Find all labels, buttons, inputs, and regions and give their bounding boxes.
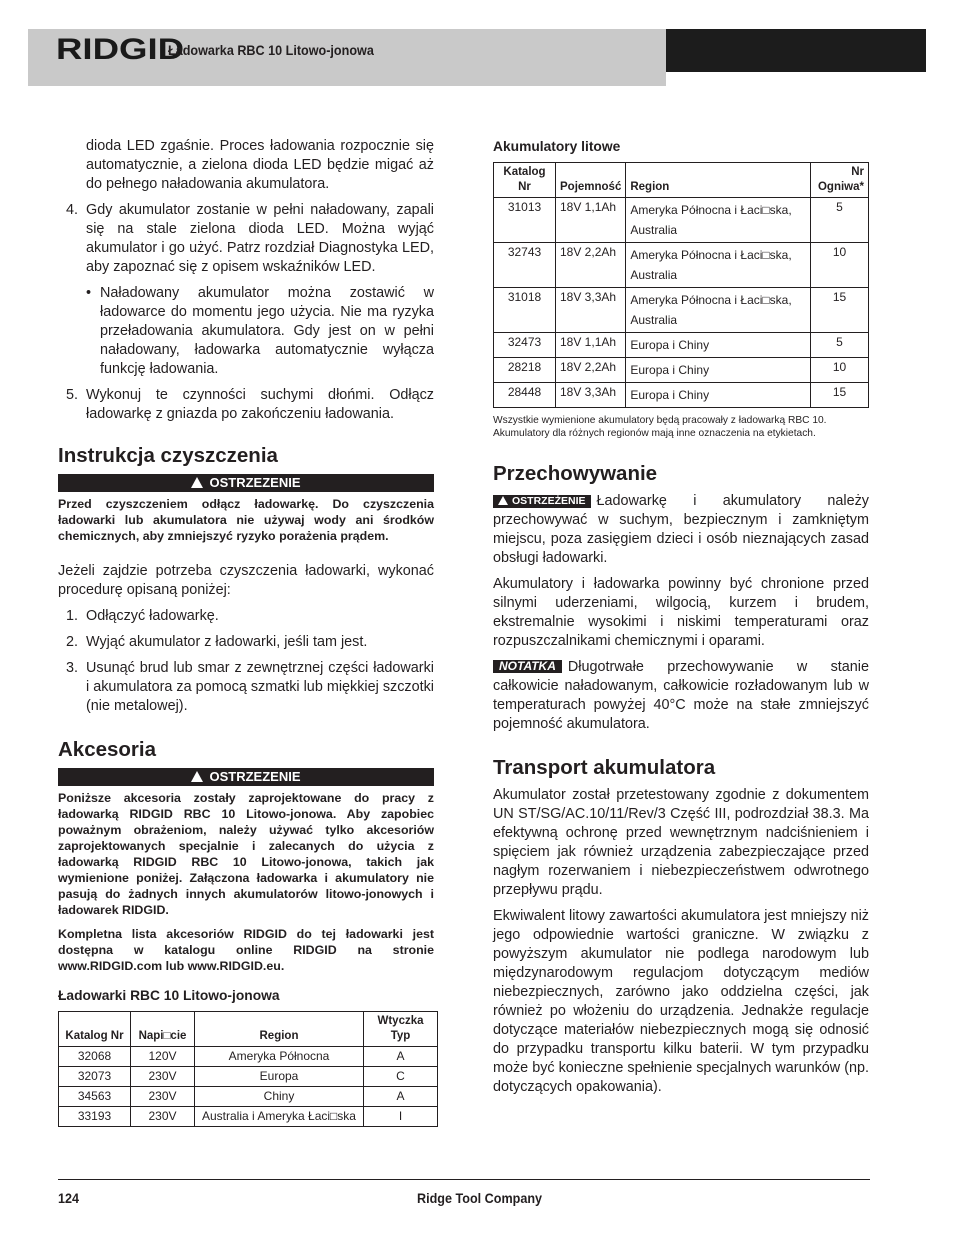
- transport-paragraph-1: Akumulator został przetestowany zgodnie z dokumentem UN ST/SG/AC.10/11/Rev/3 Część III, podrozdział 38.3. Ma efektywną ochronę przed wewnętrznym nadciśnieniem i spięciem jak również urządzenia zabezpieczające przed nagłym rozerwaniem i niebezpieczeństwem odwrotnego przepływu prądu.: [493, 787, 869, 898]
- plug-cell: A: [364, 1047, 438, 1067]
- left-column: [58, 137, 434, 1127]
- col-cells: Nr Ogniwa*: [811, 163, 869, 198]
- cleaning-step-2: [58, 633, 434, 652]
- header-dark-block: [666, 29, 926, 72]
- cleaning-warning-bar: [58, 474, 434, 492]
- batteries-table: [493, 162, 869, 408]
- cleaning-intro: Jeżeli zajdzie potrzeba czyszczenia ładowarki, wykonać procedurę opisaną poniżej:: [58, 563, 434, 598]
- capacity-cell: 18V 2,2Ah: [556, 358, 626, 383]
- capacity-cell: 18V 3,3Ah: [556, 383, 626, 408]
- warning-label: OSTRZEZENIE: [209, 475, 301, 490]
- chargers-table-caption: Ładowarki RBC 10 Litowo-jonowa: [58, 988, 280, 1003]
- transport-heading: Transport akumulatora: [493, 756, 716, 779]
- warning-triangle-icon: [498, 496, 508, 505]
- warning-triangle-icon: [191, 477, 203, 488]
- storage-heading: Przechowywanie: [493, 462, 658, 485]
- batteries-table-note: Wszystkie wymienione akumulatory będą pracowały z ładowarką RBC 10. Akumulatory dla różnych regionów mają inne oznaczenia na etykietach.: [493, 415, 827, 439]
- voltage-cell: 230V: [131, 1087, 195, 1107]
- storage-warning-label: [493, 495, 591, 508]
- col-catalog: Katalog Nr: [59, 1012, 131, 1047]
- cells-cell: 10: [811, 358, 869, 383]
- table-row: [494, 288, 869, 333]
- capacity-cell: 18V 2,2Ah: [556, 243, 626, 288]
- cleaning-heading: Instrukcja czyszczenia: [58, 444, 278, 467]
- catalog-cell: 34563: [59, 1087, 131, 1107]
- catalog-cell: 32073: [59, 1067, 131, 1087]
- cleaning-step-3: [58, 659, 434, 716]
- accessories-warning-text: Poniższe akcesoria zostały zaprojektowane do pracy z ładowarką RIDGID RBC 10 Litowo-jonowa. Aby zapobiec poważnym obrażeniom, należy używać tylko akcesoriów zaprojektowanych specjalnie i zalecanych do użycia z ładowarką RIDGID RBC 10 Litowo-jonowa, takich jak wymienione poniżej. Załączona ładowarka i akumulatory nie pasują do żadnych innych akumulatorów litowo-jonowych i ładowarek RIDGID.: [58, 791, 434, 917]
- table-header-row: [494, 163, 869, 198]
- charging-bullet: [58, 284, 434, 379]
- table-row: [494, 383, 869, 408]
- catalog-cell: 31018: [494, 288, 556, 333]
- table-row: [494, 198, 869, 243]
- accessories-warning-bar: [58, 768, 434, 786]
- step-number: 2.: [66, 634, 79, 650]
- col-plug: Wtyczka Typ: [364, 1012, 438, 1047]
- cells-cell: 5: [811, 198, 869, 243]
- label-text: OSTRZEŻENIE: [512, 495, 586, 507]
- cells-cell: 15: [811, 383, 869, 408]
- plug-cell: I: [364, 1107, 438, 1127]
- cells-cell: 10: [811, 243, 869, 288]
- region-cell: Ameryka Północna i Łaci□ska, Australia: [626, 198, 811, 243]
- paragraph-text: Długotrwałe przechowywanie w stanie całkowicie naładowanym, całkowicie rozładowanym lub w temperaturach powyżej 40°C może na stałe zmniejszyć pojemność akumulatora.: [493, 659, 869, 732]
- storage-paragraph-3: [493, 658, 869, 734]
- voltage-cell: 120V: [131, 1047, 195, 1067]
- note-label: NOTATKA: [493, 660, 562, 673]
- charging-continued-text: dioda LED zgaśnie. Proces ładowania rozpocznie się automatycznie, a zielona dioda LED będzie migać aż do pełnego naładowania akumulatora.: [86, 138, 434, 192]
- region-cell: Ameryka Północna i Łaci□ska, Australia: [626, 288, 811, 333]
- col-catalog: Katalog Nr: [494, 163, 556, 198]
- step-text: Usunąć brud lub smar z zewnętrznej części ładowarki i akumulatora za pomocą szmatki lub miękkiej szczotki (nie metalowej).: [86, 660, 434, 714]
- header-title: Ładowarka RBC 10 Litowo-jonowa: [168, 42, 374, 58]
- storage-paragraph-1: [493, 492, 869, 568]
- region-cell: Ameryka Północna i Łaci□ska, Australia: [626, 243, 811, 288]
- bullet-text: Naładowany akumulator można zostawić w ładowarce do momentu jego użycia. Nie ma ryzyka przeładowania akumulatora. Gdy jest on w pełni naładowany, ładowarka automatycznie wyłącza funkcję ładowania.: [100, 285, 434, 377]
- footer-rule: [58, 1179, 870, 1180]
- step-text: Gdy akumulator zostanie w pełni naładowany, zapali się na stale zielona dioda LED. Można wyjąć akumulator i go użyć. Patrz rozdział Diagnostyka LED, aby zapoznać się z opisem wskaźników LED.: [86, 202, 434, 275]
- table-header-row: [59, 1012, 438, 1047]
- page-number: 124: [58, 1190, 80, 1206]
- catalog-cell: 32068: [59, 1047, 131, 1067]
- table-row: [59, 1107, 438, 1127]
- catalog-cell: 33193: [59, 1107, 131, 1127]
- paragraph-text: Ładowarkę i akumulatory należy przechowywać w suchym, bezpiecznym i zamkniętym miejscu, poza zasięgiem dzieci i osób nieznających zasad obsługi ładowarki.: [493, 493, 869, 566]
- region-cell: Europa i Chiny: [626, 358, 811, 383]
- bullet-mark: •: [86, 285, 92, 301]
- table-row: [59, 1067, 438, 1087]
- warning-triangle-icon: [191, 771, 203, 782]
- col-capacity: Pojemność: [556, 163, 626, 198]
- region-cell: Ameryka Północna: [195, 1047, 364, 1067]
- storage-paragraph-2: Akumulatory i ładowarka powinny być chronione przed silnymi uderzeniami, wilgocią, kurzem i brudem, ekstremalnie wysokimi i niskimi temperaturami oraz rozpuszczalnikami chemicznymi i oparami.: [493, 576, 869, 649]
- footer-company: Ridge Tool Company: [417, 1190, 543, 1206]
- transport-paragraph-2: Ekwiwalent litowy zawartości akumulatora jest mniejszy niż jego odpowiednie wartości graniczne. W związku z powyższym akumulator nie podlega narodowym lub międzynarodowym regulacjom dotyczącym mediów niebezpiecznych, zarówno jako oddzielna części, jak również po włożeniu do urządzenia. Jednakże regulacje dotyczące materiałów niebezpiecznych mogą się odnosić do przypadku transportu kilku baterii. W tym przypadku może być konieczne spełnienie specjalnych warunków (np. dotyczących opakowania).: [493, 908, 869, 1095]
- col-region: Region: [626, 163, 811, 198]
- cells-cell: 15: [811, 288, 869, 333]
- voltage-cell: 230V: [131, 1107, 195, 1127]
- step-number: 4.: [66, 202, 79, 218]
- page-header: [28, 29, 926, 72]
- plug-cell: A: [364, 1087, 438, 1107]
- right-column: [493, 137, 869, 1104]
- charging-step-5: [58, 386, 434, 424]
- catalog-cell: 28448: [494, 383, 556, 408]
- warning-label: OSTRZEZENIE: [209, 769, 301, 784]
- step-number: 1.: [66, 608, 79, 624]
- charging-step-4: [58, 201, 434, 277]
- catalog-cell: 28218: [494, 358, 556, 383]
- cleaning-step-1: [58, 607, 434, 626]
- plug-cell: C: [364, 1067, 438, 1087]
- step-number: 3.: [66, 660, 79, 676]
- batteries-table-caption: Akumulatory litowe: [493, 139, 621, 154]
- cleaning-warning-text: Przed czyszczeniem odłącz ładowarkę. Do czyszczenia ładowarki lub akumulatora nie używaj wody ani środków chemicznych, aby zmniejszyć ryzyko porażenia prądem.: [58, 497, 434, 543]
- region-cell: Europa i Chiny: [626, 333, 811, 358]
- cells-cell: 5: [811, 333, 869, 358]
- col-voltage: Napi□cie: [131, 1012, 195, 1047]
- region-cell: Chiny: [195, 1087, 364, 1107]
- catalog-cell: 32473: [494, 333, 556, 358]
- table-row: [494, 243, 869, 288]
- capacity-cell: 18V 3,3Ah: [556, 288, 626, 333]
- header-band-lower: [28, 72, 666, 86]
- accessories-catalog-note: Kompletna lista akcesoriów RIDGID do tej ładowarki jest dostępna w katalogu online RIDGID na stronie www.RIDGID.com lub www.RIDGID.eu.: [58, 927, 434, 973]
- table-row: [59, 1047, 438, 1067]
- accessories-heading: Akcesoria: [58, 738, 157, 761]
- table-row: [59, 1087, 438, 1107]
- chargers-table: [58, 1011, 438, 1127]
- region-cell: Australia i Ameryka Łaci□ska: [195, 1107, 364, 1127]
- step-text: Wyjąć akumulator z ładowarki, jeśli tam jest.: [86, 634, 368, 650]
- voltage-cell: 230V: [131, 1067, 195, 1087]
- step-number: 5.: [66, 387, 79, 403]
- capacity-cell: 18V 1,1Ah: [556, 333, 626, 358]
- region-cell: Europa: [195, 1067, 364, 1087]
- col-region: Region: [195, 1012, 364, 1047]
- catalog-cell: 31013: [494, 198, 556, 243]
- step-text: Odłączyć ładowarkę.: [86, 608, 219, 624]
- catalog-cell: 32743: [494, 243, 556, 288]
- region-cell: Europa i Chiny: [626, 383, 811, 408]
- capacity-cell: 18V 1,1Ah: [556, 198, 626, 243]
- ridgid-logo: RIDGID: [56, 33, 185, 66]
- table-row: [494, 333, 869, 358]
- step-text: Wykonuj te czynności suchymi dłońmi. Odłącz ładowarkę z gniazda po zakończeniu ładowania.: [86, 387, 434, 422]
- table-row: [494, 358, 869, 383]
